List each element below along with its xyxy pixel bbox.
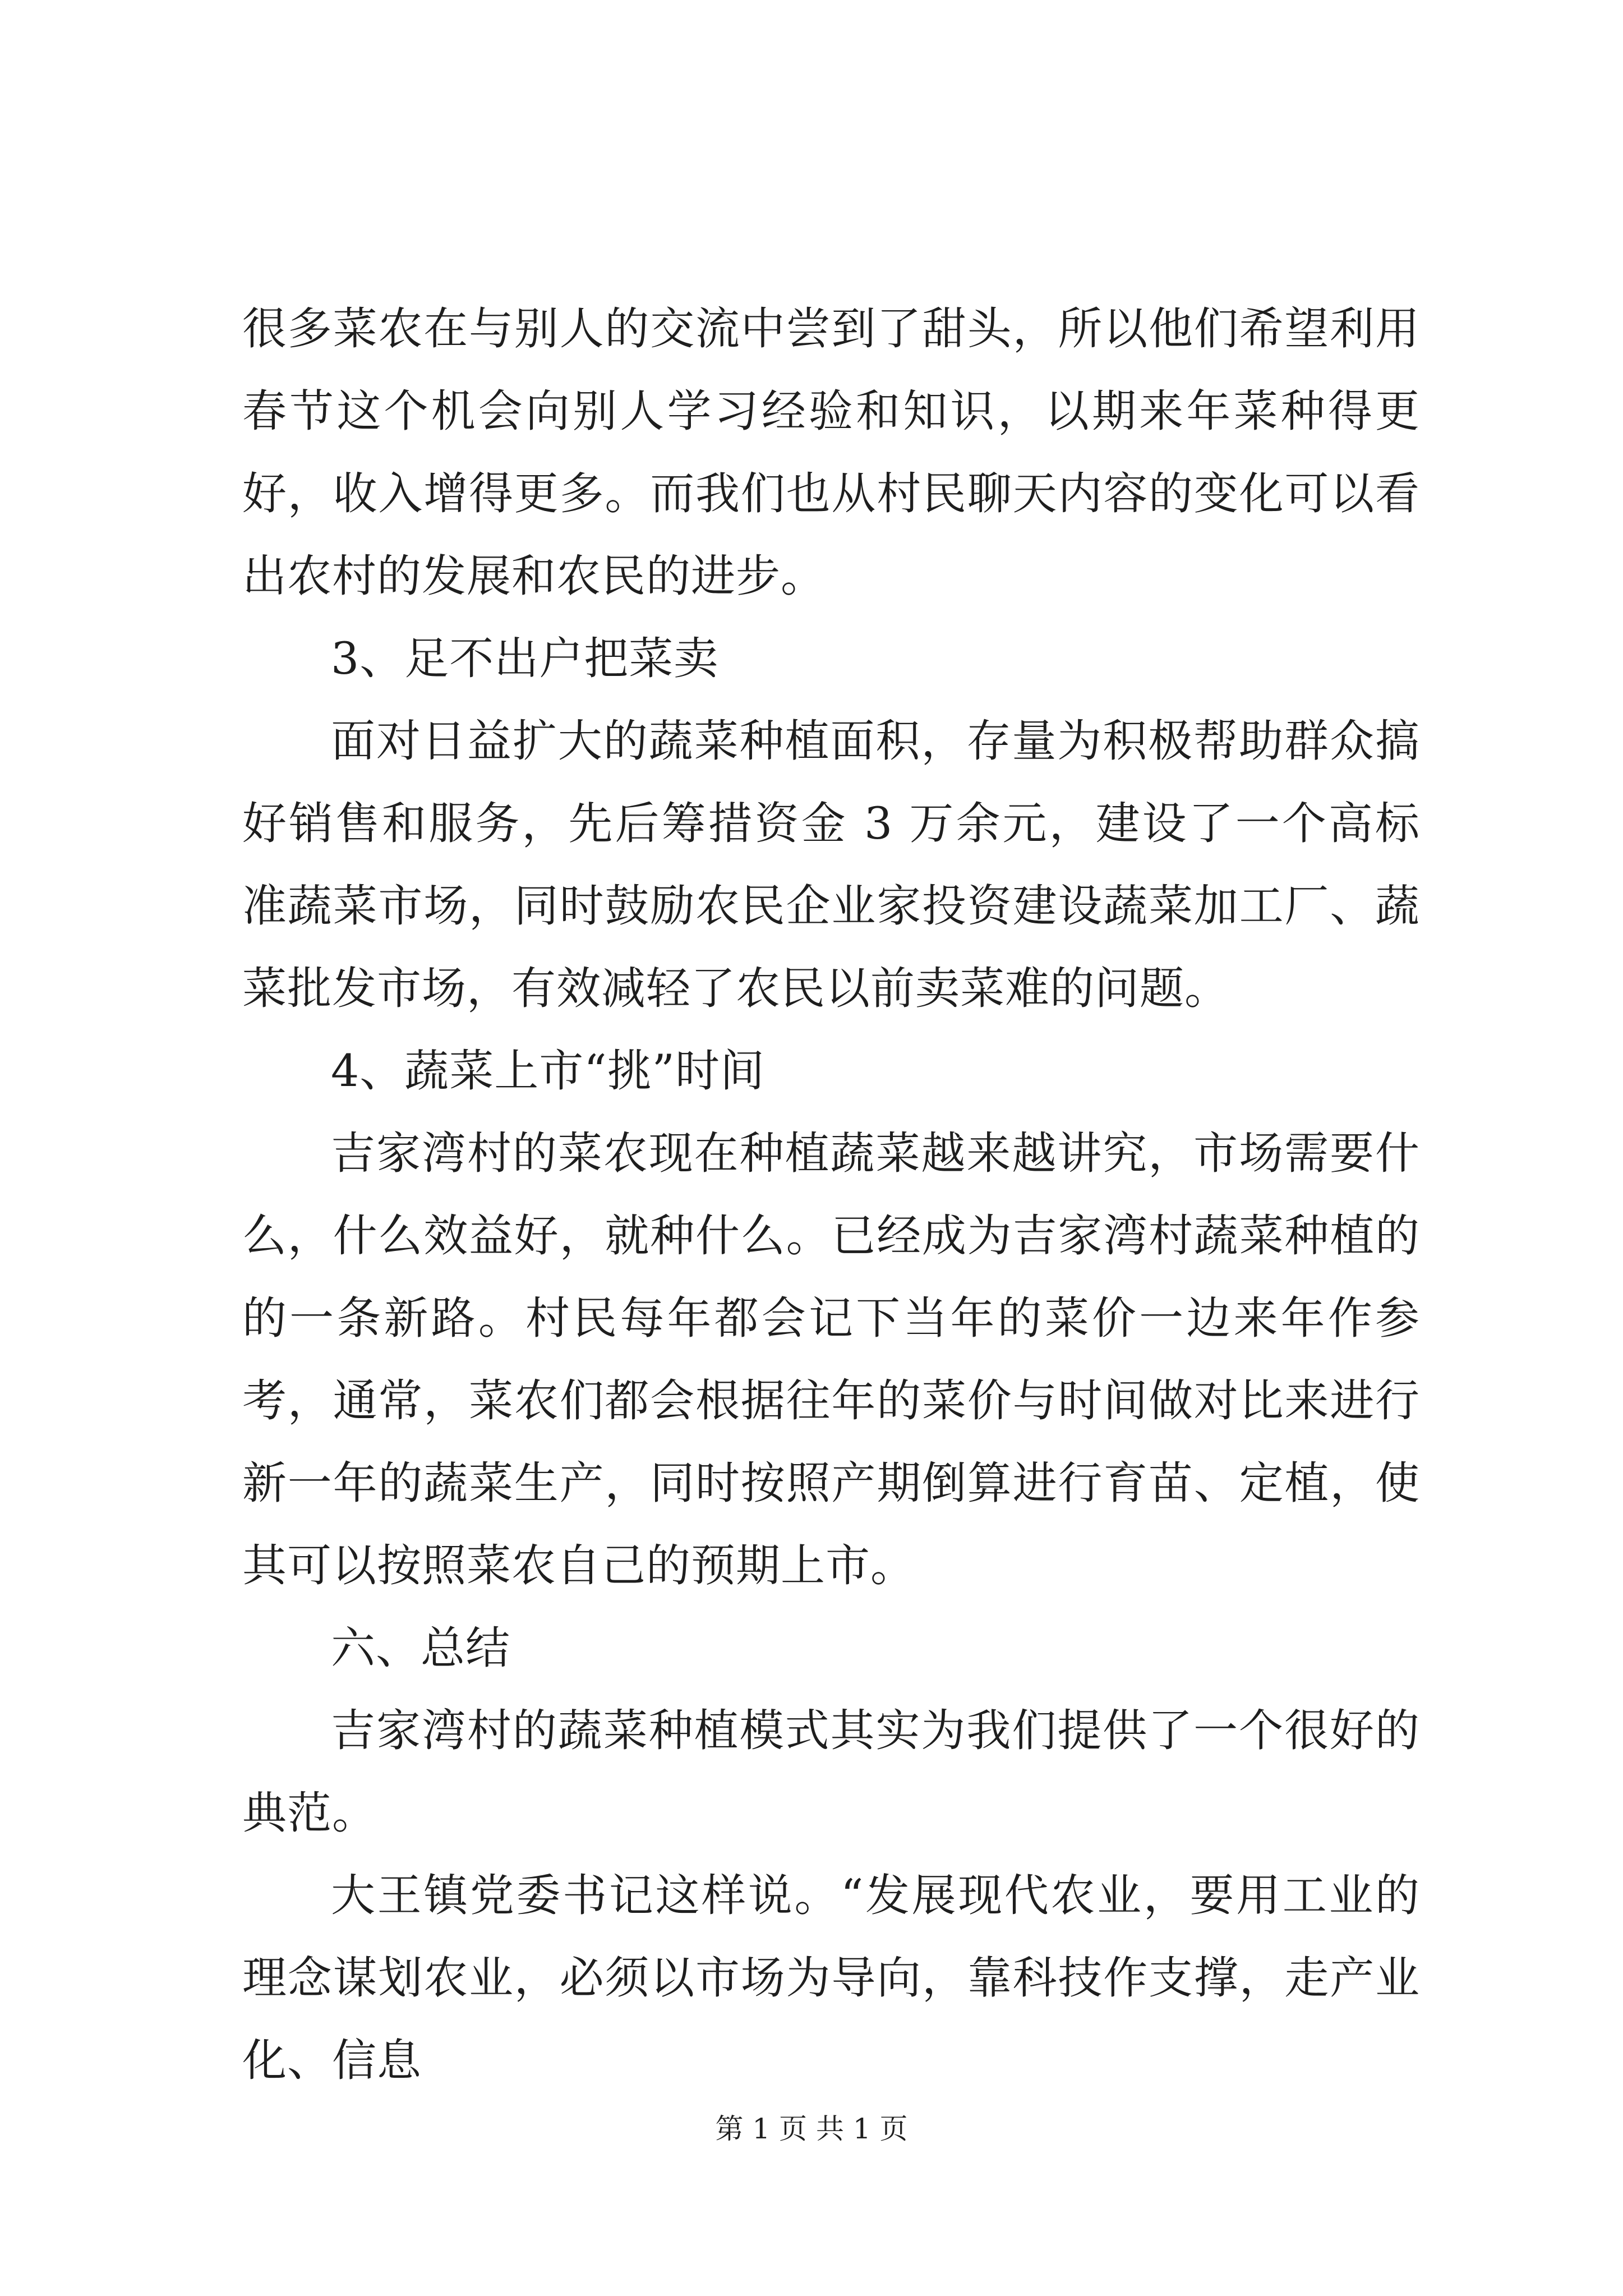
paragraph-vegetable-market: 面对日益扩大的蔬菜种植面积，存量为积极帮助群众搞好销售和服务，先后筹措资金 3 万余元，建设了一个高标准蔬菜市场，同时鼓励农民企业家投资建设蔬菜加工厂、蔬菜批发市场，有效减轻了农民以前卖菜难的问题。 xyxy=(242,715,1420,1014)
heading-sell-at-home: 3、足不出户把菜卖 xyxy=(331,633,719,684)
paragraph-continuation: 很多菜农在与别人的交流中尝到了甜头，所以他们希望利用春节这个机会向别人学习经验和知识，以期来年菜种得更好，收入增得更多。而我们也从村民聊天内容的变化可以看出农村的发展和农民的进步。 xyxy=(242,303,1420,602)
page-number-footer: 第 1 页 共 1 页 xyxy=(715,2113,908,2145)
paragraph-party-secretary-quote: 大王镇党委书记这样说。“发展现代农业，要用工业的理念谋划农业，必须以市场为导向，靠科技作支撑，走产业化、信息 xyxy=(242,1870,1420,2086)
paragraph-planting-choice: 吉家湾村的菜农现在种植蔬菜越来越讲究，市场需要什么，什么效益好，就种什么。已经成为吉家湾村蔬菜种植的的一条新路。村民每年都会记下当年的菜价一边来年作参考，通常，菜农们都会根据往年的菜价与时间做对比来进行新一年的蔬菜生产，同时按照产期倒算进行育苗、定植，使其可以按照菜农自己的预期上市。 xyxy=(242,1128,1420,1591)
heading-market-timing: 4、蔬菜上市“挑”时间 xyxy=(331,1045,766,1097)
heading-summary: 六、总结 xyxy=(331,1622,510,1674)
paragraph-model: 吉家湾村的蔬菜种植模式其实为我们提供了一个很好的典范。 xyxy=(242,1705,1420,1839)
document-body xyxy=(242,288,1420,2102)
